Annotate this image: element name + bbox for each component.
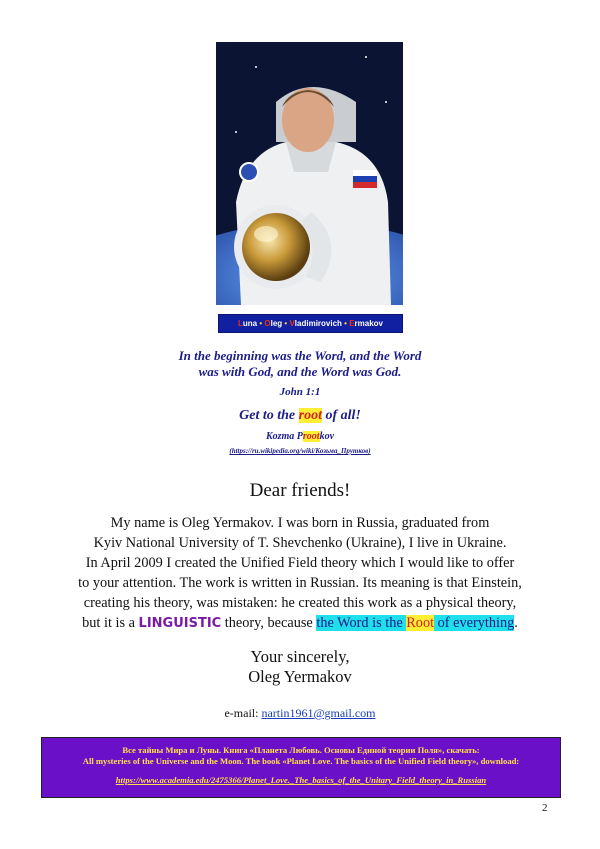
- caption-part-ladimirovich: ladimirovich: [294, 319, 342, 328]
- greeting: Dear friends!: [249, 480, 351, 501]
- caption-initial-e: E: [349, 319, 355, 328]
- highlight-word-root-a: the Word is the: [316, 615, 407, 631]
- epigraph-bible-quote: [120, 348, 480, 380]
- caption-separator: •: [284, 319, 288, 328]
- email-link[interactable]: nartin1961@gmail.com: [261, 706, 376, 720]
- astronaut-illustration: [216, 42, 403, 305]
- letter-line: Kyiv National University of T. Shevchenko (Ukraine), I live in Ukraine.: [93, 535, 507, 551]
- highlight-word-root-b: of everything: [434, 615, 515, 631]
- author-text-before: Kozma P: [265, 431, 303, 442]
- letter-line: creating his theory, was mistaken: he created this work as a physical theory,: [83, 595, 517, 611]
- banner-line-russian: Все тайны Мира и Луны. Книга «Планета Любовь. Основы Единой теории Поля», скачать:: [122, 745, 480, 755]
- epigraph-line-1: In the beginning was the Word, and the Word: [178, 348, 422, 363]
- letter-text: but it is a: [82, 615, 139, 631]
- caption-part-leg: leg: [270, 319, 283, 328]
- letter-line: In April 2009 I created the Unified Field theory which I would like to offer: [85, 555, 515, 571]
- caption-initial-o: O: [264, 319, 271, 328]
- author-highlight-root: root: [302, 431, 320, 442]
- epigraph2-text-before: Get to the: [239, 408, 299, 423]
- epigraph-line-2: was with God, and the Word was God.: [198, 364, 402, 379]
- download-banner: [41, 737, 561, 798]
- author-text-after: kov: [319, 431, 335, 442]
- email-line: [0, 706, 600, 721]
- linguistic-emphasis: LINGUISTIC: [138, 616, 222, 631]
- epigraph-source: John 1:1: [279, 386, 321, 398]
- letter-text: .: [514, 615, 518, 631]
- epigraph2-text-after: of all!: [321, 408, 361, 423]
- caption-initial-v: V: [289, 319, 295, 328]
- letter-text: theory, because: [221, 615, 317, 631]
- caption-initial-l: L: [237, 319, 243, 328]
- letter-line: to your attention. The work is written in Russian. Its meaning is that Einstein,: [78, 575, 522, 591]
- letter-body: [55, 513, 545, 634]
- epigraph2-author: [120, 431, 480, 442]
- signature-name: Oleg Yermakov: [248, 667, 352, 686]
- caption-separator: •: [344, 319, 347, 328]
- email-label: e-mail:: [224, 706, 262, 720]
- banner-line-english: All mysteries of the Universe and the Moon. The book «Planet Love. The basics of the Unified Field theory», download:: [82, 756, 520, 766]
- academia-download-link[interactable]: https://www.academia.edu/2475366/Planet_Love._The_basics_of_the_Unitary_Field_theory_in_Russian: [115, 775, 487, 785]
- caption-part-una: una: [242, 319, 258, 328]
- letter-line-final: [55, 613, 545, 634]
- author-name-caption: [218, 314, 403, 333]
- closing-phrase: Your sincerely,: [250, 647, 350, 666]
- highlight-root: Root: [406, 615, 435, 631]
- epigraph2-highlight-root: root: [298, 408, 322, 423]
- banner-link-container: [42, 775, 560, 785]
- caption-separator: •: [259, 319, 263, 328]
- page-number: 2: [542, 802, 548, 814]
- epigraph-prutkov-quote: [120, 408, 480, 424]
- caption-part-rmakov: rmakov: [354, 319, 384, 328]
- letter-line: My name is Oleg Yermakov. I was born in Russia, graduated from: [110, 515, 490, 531]
- epigraph2-wiki-link-container: [120, 447, 480, 455]
- wikipedia-link[interactable]: (https://ru.wikipedia.org/wiki/Козьма_Прутков): [229, 447, 371, 455]
- astronaut-portrait: [216, 42, 403, 305]
